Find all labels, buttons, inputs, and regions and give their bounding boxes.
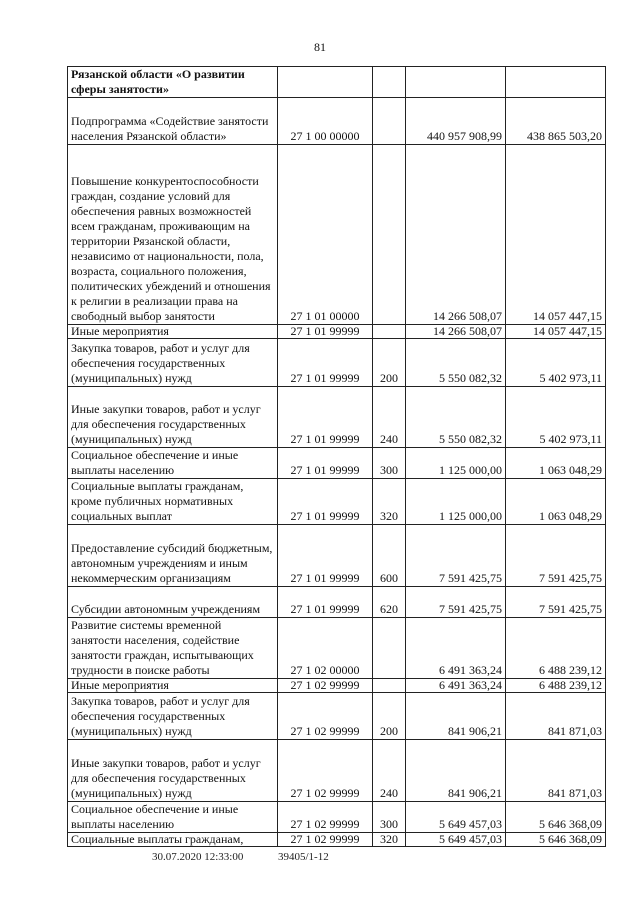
- table-row: [68, 145, 606, 325]
- row-kind: [373, 618, 406, 679]
- row-name: Закупка товаров, работ и услуг для обеспечения государственных (муниципальных) нужд: [68, 339, 278, 387]
- row-name: Иные мероприятия: [68, 325, 278, 339]
- row-kind: 200: [373, 339, 406, 387]
- row-amount-2: 5 402 973,11: [506, 387, 606, 448]
- row-name: Закупка товаров, работ и услуг для обеспечения государственных (муниципальных) нужд: [68, 693, 278, 740]
- table-row: [68, 679, 606, 693]
- row-amount-2: 6 488 239,12: [506, 679, 606, 693]
- row-amount-1: 7 591 425,75: [406, 525, 506, 587]
- table-row: [68, 339, 606, 387]
- row-kind: 320: [373, 479, 406, 525]
- table-row: [68, 802, 606, 833]
- row-name: Иные закупки товаров, работ и услуг для обеспечения государственных (муниципальных) нужд: [68, 387, 278, 448]
- row-kind: [373, 325, 406, 339]
- row-amount-1: 841 906,21: [406, 740, 506, 802]
- row-kind: [373, 67, 406, 98]
- row-kind: 240: [373, 387, 406, 448]
- row-name: Социальные выплаты гражданам,: [68, 833, 278, 847]
- row-amount-1: 6 491 363,24: [406, 618, 506, 679]
- table-row: [68, 693, 606, 740]
- row-code: 27 1 01 00000: [278, 145, 373, 325]
- page-number: 81: [314, 40, 326, 54]
- footer-timestamp: 30.07.2020 12:33:00: [152, 851, 244, 863]
- row-kind: 240: [373, 740, 406, 802]
- row-amount-1: 1 125 000,00: [406, 479, 506, 525]
- row-code: 27 1 01 99999: [278, 387, 373, 448]
- table-row: [68, 67, 606, 98]
- row-amount-1: 14 266 508,07: [406, 145, 506, 325]
- row-kind: 300: [373, 448, 406, 479]
- row-code: 27 1 01 99999: [278, 525, 373, 587]
- row-amount-2: 841 871,03: [506, 740, 606, 802]
- row-amount-2: 14 057 447,15: [506, 325, 606, 339]
- row-code: 27 1 01 99999: [278, 339, 373, 387]
- row-code: 27 1 01 99999: [278, 587, 373, 618]
- row-kind: 600: [373, 525, 406, 587]
- row-amount-2: [506, 67, 606, 98]
- row-amount-1: 6 491 363,24: [406, 679, 506, 693]
- table-row: [68, 833, 606, 847]
- row-amount-1: 440 957 908,99: [406, 98, 506, 145]
- row-code: 27 1 02 00000: [278, 618, 373, 679]
- row-amount-2: 7 591 425,75: [506, 525, 606, 587]
- table-row: [68, 525, 606, 587]
- row-kind: [373, 98, 406, 145]
- row-amount-2: 438 865 503,20: [506, 98, 606, 145]
- row-kind: 320: [373, 833, 406, 847]
- row-kind: 620: [373, 587, 406, 618]
- row-amount-2: 6 488 239,12: [506, 618, 606, 679]
- row-name: Повышение конкурентоспособности граждан, создание условий для обеспечения равных возможностей всем гражданам, проживающим на территории Рязанской области, независимо от национальности, пола, возраста, социального положения, политических убеждений и отношения к религии в реализации права на свободный выбор занятости: [68, 145, 278, 325]
- row-kind: [373, 145, 406, 325]
- table-row: [68, 448, 606, 479]
- row-name: Иные мероприятия: [68, 679, 278, 693]
- row-name: Иные закупки товаров, работ и услуг для обеспечения государственных (муниципальных) нужд: [68, 740, 278, 802]
- row-amount-1: 5 649 457,03: [406, 802, 506, 833]
- budget-table: [67, 66, 606, 847]
- row-code: 27 1 02 99999: [278, 740, 373, 802]
- row-code: 27 1 02 99999: [278, 833, 373, 847]
- row-amount-1: 5 550 082,32: [406, 387, 506, 448]
- row-name: Предоставление субсидий бюджетным, автономным учреждениям и иным некоммерческим организациям: [68, 525, 278, 587]
- row-code: 27 1 02 99999: [278, 802, 373, 833]
- row-code: 27 1 02 99999: [278, 693, 373, 740]
- table-row: [68, 618, 606, 679]
- row-amount-2: 1 063 048,29: [506, 448, 606, 479]
- row-name: Социальное обеспечение и иные выплаты населению: [68, 802, 278, 833]
- row-code: 27 1 01 99999: [278, 479, 373, 525]
- row-kind: 300: [373, 802, 406, 833]
- row-kind: 200: [373, 693, 406, 740]
- table-row: [68, 740, 606, 802]
- row-amount-1: 14 266 508,07: [406, 325, 506, 339]
- row-name: Социальное обеспечение и иные выплаты населению: [68, 448, 278, 479]
- table-row: [68, 587, 606, 618]
- row-amount-1: 5 649 457,03: [406, 833, 506, 847]
- row-amount-1: 5 550 082,32: [406, 339, 506, 387]
- row-kind: [373, 679, 406, 693]
- row-amount-2: 5 402 973,11: [506, 339, 606, 387]
- row-amount-2: 841 871,03: [506, 693, 606, 740]
- row-amount-1: 1 125 000,00: [406, 448, 506, 479]
- row-code: 27 1 00 00000: [278, 98, 373, 145]
- table-row: [68, 387, 606, 448]
- row-name: Социальные выплаты гражданам, кроме публичных нормативных социальных выплат: [68, 479, 278, 525]
- row-amount-2: 14 057 447,15: [506, 145, 606, 325]
- table-row: [68, 325, 606, 339]
- footer-doc-id: 39405/1-12: [278, 851, 329, 863]
- row-amount-2: 1 063 048,29: [506, 479, 606, 525]
- row-amount-1: 7 591 425,75: [406, 587, 506, 618]
- row-code: 27 1 01 99999: [278, 325, 373, 339]
- row-name: Подпрограмма «Содействие занятости населения Рязанской области»: [68, 98, 278, 145]
- row-code: 27 1 01 99999: [278, 448, 373, 479]
- row-amount-2: 7 591 425,75: [506, 587, 606, 618]
- row-name: Субсидии автономным учреждениям: [68, 587, 278, 618]
- row-code: [278, 67, 373, 98]
- table-row: [68, 98, 606, 145]
- row-code: 27 1 02 99999: [278, 679, 373, 693]
- row-amount-2: 5 646 368,09: [506, 802, 606, 833]
- row-amount-1: 841 906,21: [406, 693, 506, 740]
- row-amount-2: 5 646 368,09: [506, 833, 606, 847]
- row-name: Развитие системы временной занятости населения, содействие занятости граждан, испытывающих трудности в поиске работы: [68, 618, 278, 679]
- row-amount-1: [406, 67, 506, 98]
- row-name: Рязанской области «О развитии сферы занятости»: [68, 67, 278, 98]
- table-row: [68, 479, 606, 525]
